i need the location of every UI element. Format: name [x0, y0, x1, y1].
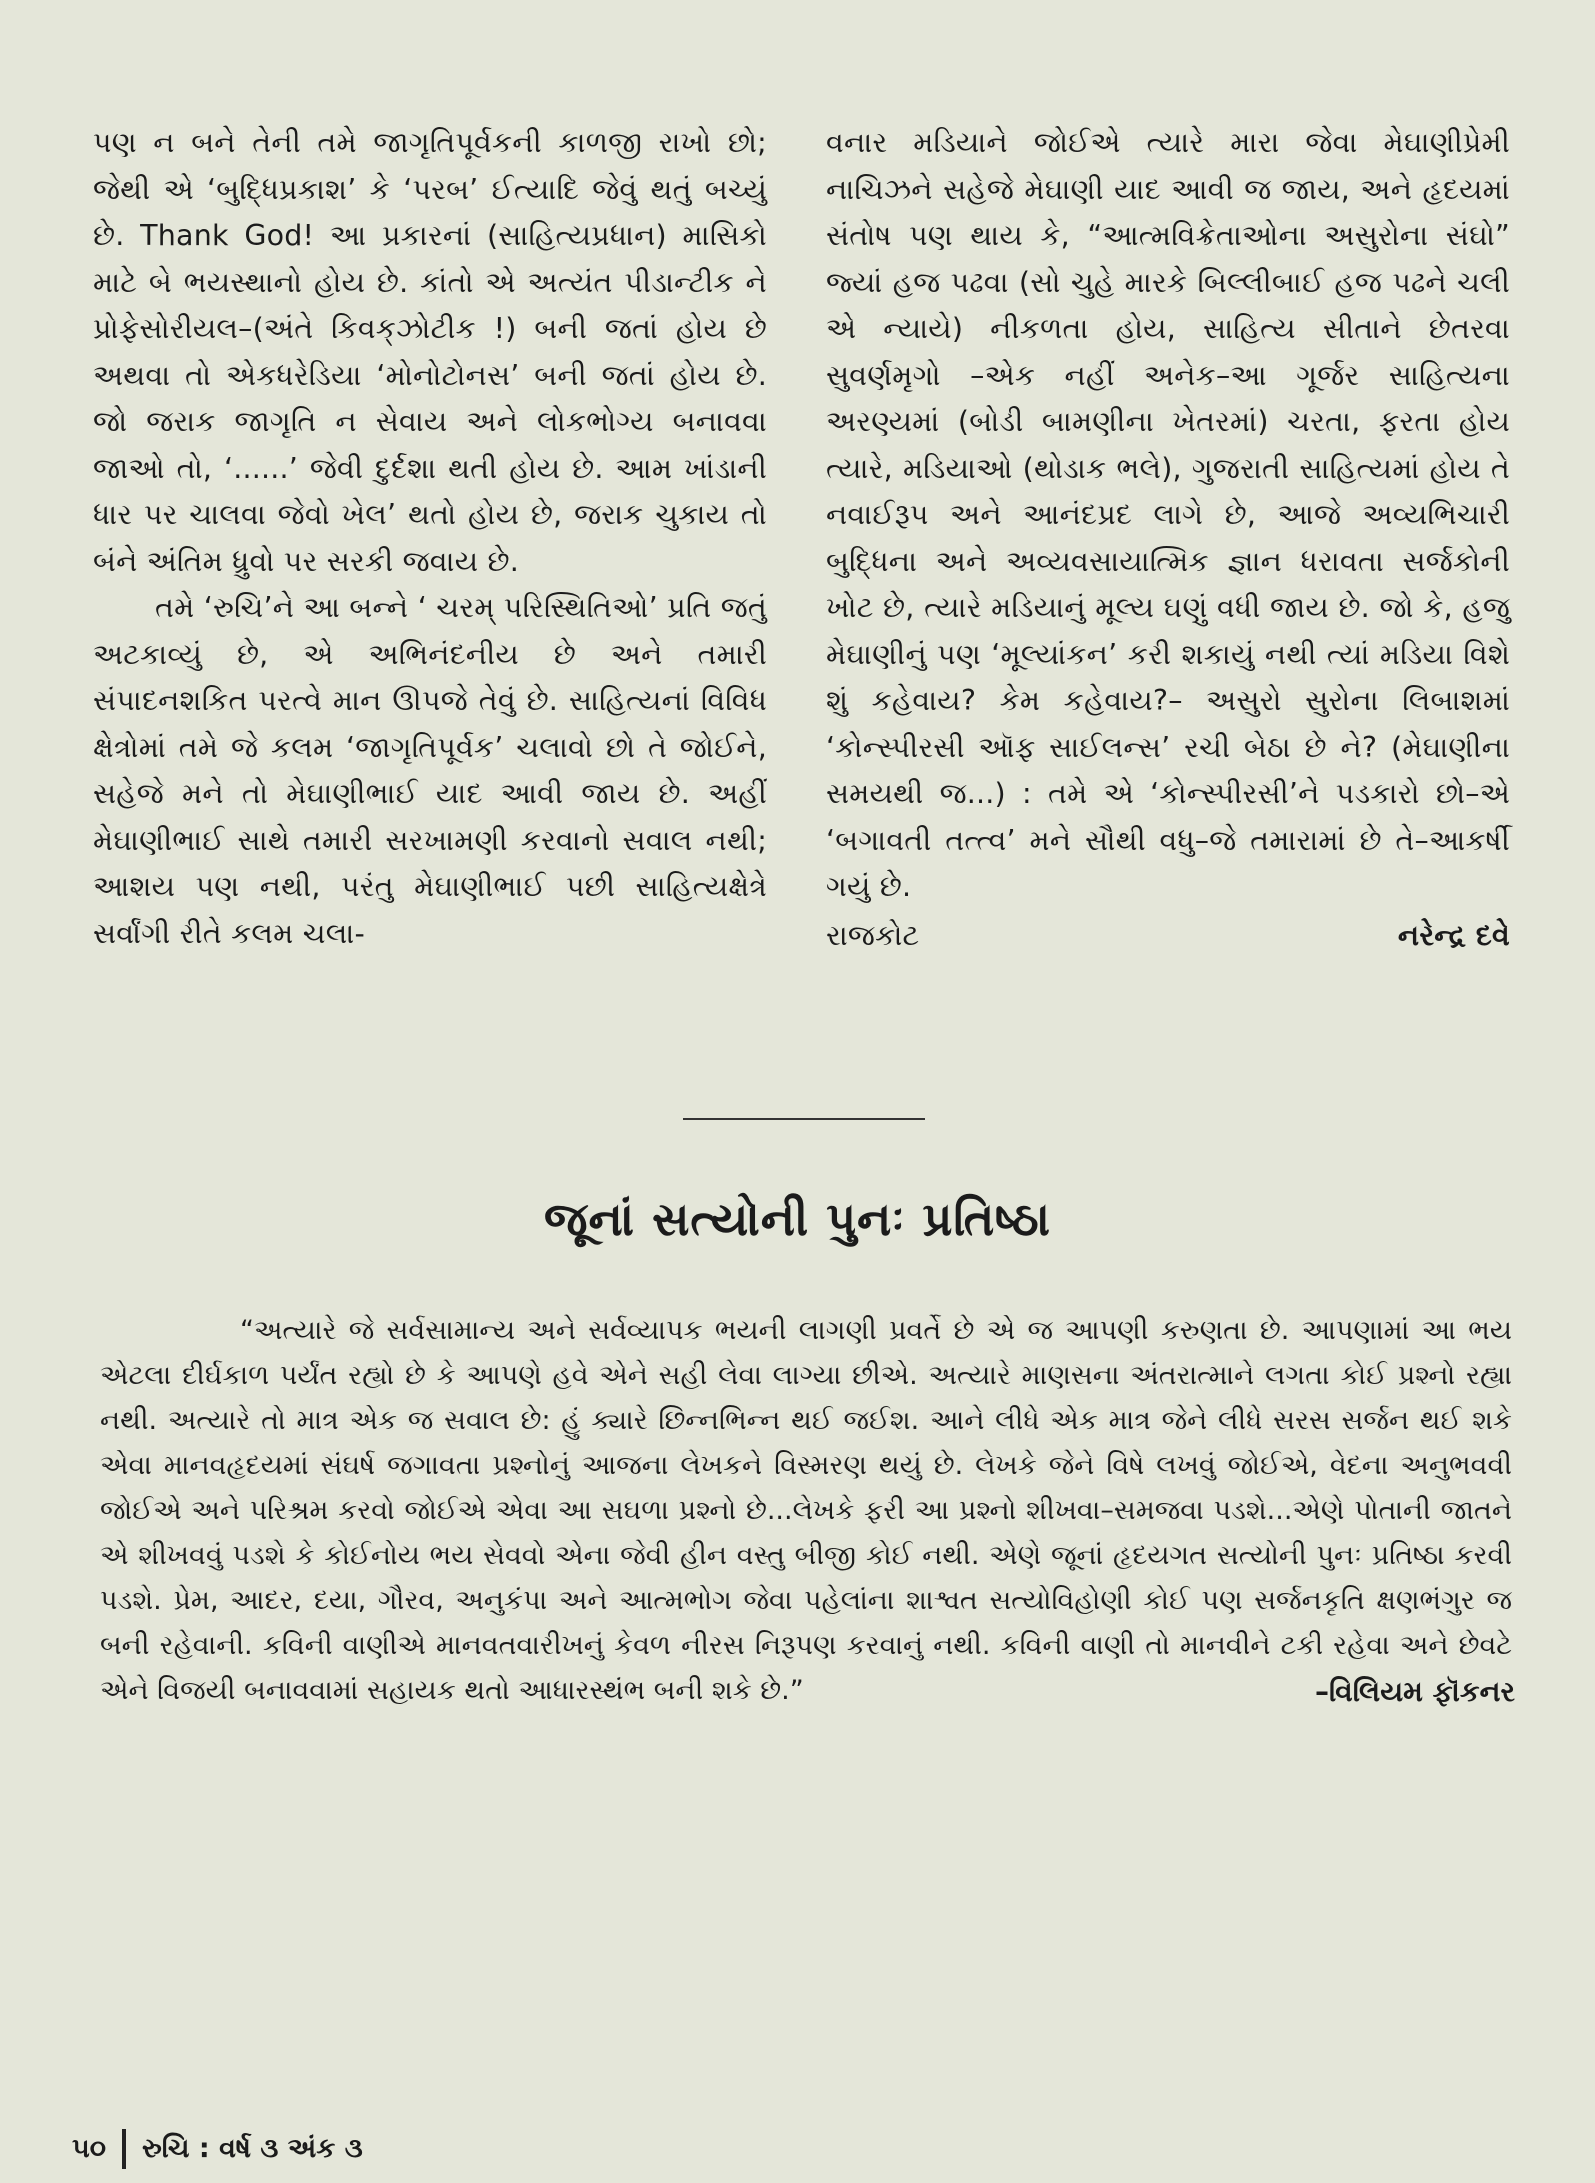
quote-author: –વિલિયમ ફૉકનર: [1314, 1675, 1515, 1708]
page-number: ૫૦: [72, 2133, 106, 2164]
letter-paragraph-1: પણ ન બને તેની તમે જાગૃતિપૂર્વકની કાળજી રાખો છો; જેથી એ ‘બુદ્ધિપ્રકાશ’ કે ‘પરબ’ ઈત્યાદિ જેવું થતું બચ્યું છે. Thank God! આ પ્રકારનાં (સાહિત્યપ્રધાન) માસિકો માટે બે ભયસ્થાનો હોય છે. કાંતો એ અત્યંત પીડાન્ટીક ને પ્રોફેસોરીયલ–(અંતે કિવક્‌ઝોટીક !) બની જતાં હોય છે અથવા તો એકધરેડિયા ‘મોનોટોનસ’ બની જતાં હોય છે. જો જરાક જાગૃતિ ન સેવાય અને લોકભોગ્ય બનાવવા જાઓ તો, ‘......’ જેવી દુર્દશા થતી હોય છે. આમ ખાંડાની ધાર પર ચાલવા જેવો ખેલ’ થતો હોય છે, જરાક ચુકાય તો બંને અંતિમ ધ્રુવો પર સરકી જવાય છે.: [93, 126, 767, 578]
right-column: [826, 120, 1510, 959]
letter-paragraph-2: તમે ‘રુચિ’ને આ બન્ને ‘ ચરમ્ પરિસ્થિતિઓ’ પ્રતિ જતું અટકાવ્યું છે, એ અભિનંદનીય છે અને તમારી સંપાદનશકિત પરત્વે માન ઊપજે તેવું છે. સાહિત્યનાં વિવિધ ક્ષેત્રોમાં તમે જે કલમ ‘જાગૃતિપૂર્વક’ ચલાવો છો તે જોઈને, સહેજે મને તો મેઘાણીભાઈ યાદ આવી જાય છે. અહીં મેઘાણીભાઈ સાથે તમારી સરખામણી કરવાનો સવાલ નથી; આશય પણ નથી, પરંતુ મેઘાણીભાઈ પછી સાહિત્યક્ષેત્રે સર્વાંગી રીતે કલમ ચલા-: [93, 591, 767, 950]
letter-author: નરેન્દ્ર દવે: [1397, 918, 1510, 952]
letter-paragraph-3: વનાર મડિયાને જોઈએ ત્યારે મારા જેવા મેઘાણીપ્રેમી નાચિઝને સહેજે મેઘાણી યાદ આવી જ જાય, અને હૃદયમાં સંતોષ પણ થાય કે, “આત્મવિક્રેતાઓના અસુરોના સંઘો” જ્યાં હજ પઢવા (સો ચુહે મારકે બિલ્લીબાઈ હજ પઢને ચલી એ ન્યાયે) નીકળતા હોય, સાહિત્ય સીતાને છેતરવા સુવર્ણમૃગો –એક નહીં અનેક–આ ગૂર્જર સાહિત્યના અરણ્યમાં (બોડી બામણીના ખેતરમાં) ચરતા, ફરતા હોય ત્યારે, મડિયાઓ (થોડાક ભલે), ગુજરાતી સાહિત્યમાં હોય તે નવાઈરૂપ અને આનંદપ્રદ લાગે છે, આજે અવ્યભિચારી બુદ્ધિના અને અવ્યવસાયાત્મિક જ્ઞાન ધરાવતા સર્જકોની ખોટ છે, ત્યારે મડિયાનું મૂલ્ય ઘણું વધી જાય છે. જો કે, હજુ મેઘાણીનું પણ ‘મૂલ્યાંકન’ કરી શકાયું નથી ત્યાં મડિયા વિશે શું કહેવાય? કેમ કહેવાય?– અસુરો સુરોના લિબાશમાં ‘કોન્સ્પીરસી ઑફ સાઈલન્સ’ રચી બેઠા છે ને? (મેઘાણીના સમયથી જ...) : તમે એ ‘કોન્સ્પીરસી’ને પડકારો છો–એ ‘બગાવતી તત્ત્વ’ મને સૌથી વધુ–જે તમારામાં છે તે–આકર્ષી ગયું છે.: [826, 126, 1510, 903]
quote-text: “અત્યારે જે સર્વસામાન્ય અને સર્વવ્યાપક ભયની લાગણી પ્રવર્તે છે એ જ આપણી કરુણતા છે. આપણામાં આ ભય એટલા દીર્ઘકાળ પર્યંત રહ્યો છે કે આપણે હવે એને સહી લેવા લાગ્યા છીએ. અત્યારે માણસના અંતરાત્માને લગતા કોઈ પ્રશ્નો રહ્યા નથી. અત્યારે તો માત્ર એક જ સવાલ છે: હું ક્યારે છિન્નભિન્ન થઈ જઈશ. આને લીધે એક માત્ર જેને લીધે સરસ સર્જન થઈ શકે એવા માનવહૃદયમાં સંઘર્ષ જગાવતા પ્રશ્નોનું આજના લેખકને વિસ્મરણ થયું છે. લેખકે જેને વિષે લખવું જોઈએ, વેદના અનુભવવી જોઈએ અને પરિશ્રમ કરવો જોઈએ એવા આ સઘળા પ્રશ્નો છે...લેખકે ફરી આ પ્રશ્નો શીખવા–સમજવા પડશે...એણે પોતાની જાતને એ શીખવવું પડશે કે કોઈનોય ભય સેવવો એના જેવી હીન વસ્તુ બીજી કોઈ નથી. એણે જૂનાં હૃદયગત સત્યોની પુનઃ પ્રતિષ્ઠા કરવી પડશે. પ્રેમ, આદર, દયા, ગૌરવ, અનુકંપા અને આત્મભોગ જેવા પહેલાંના શાશ્વત સત્યોવિહોણી કોઈ પણ સર્જનકૃતિ ક્ષણભંગુર જ બની રહેવાની. કવિની વાણીએ માનવતવારીખનું કેવળ નીરસ નિરૂપણ કરવાનું નથી. કવિની વાણી તો માનવીને ટકી રહેવા અને છેવટે એને વિજયી બનાવવામાં સહાયક થતો આધારસ્થંભ બની શકે છે.”: [100, 1315, 1512, 1706]
article-heading: જૂનાં સત્યોની પુનઃ પ્રતિષ્ઠા: [544, 1192, 1051, 1246]
footer-separator: [122, 2129, 126, 2169]
page-footer: [72, 2128, 363, 2170]
left-column: [93, 120, 767, 957]
section-divider: [683, 1118, 925, 1120]
issue-info: રુચિ : વર્ષ ૩ અંક ૩: [142, 2133, 363, 2164]
letter-signoff: [826, 913, 1510, 960]
letter-place: રાજકોટ: [826, 918, 920, 952]
